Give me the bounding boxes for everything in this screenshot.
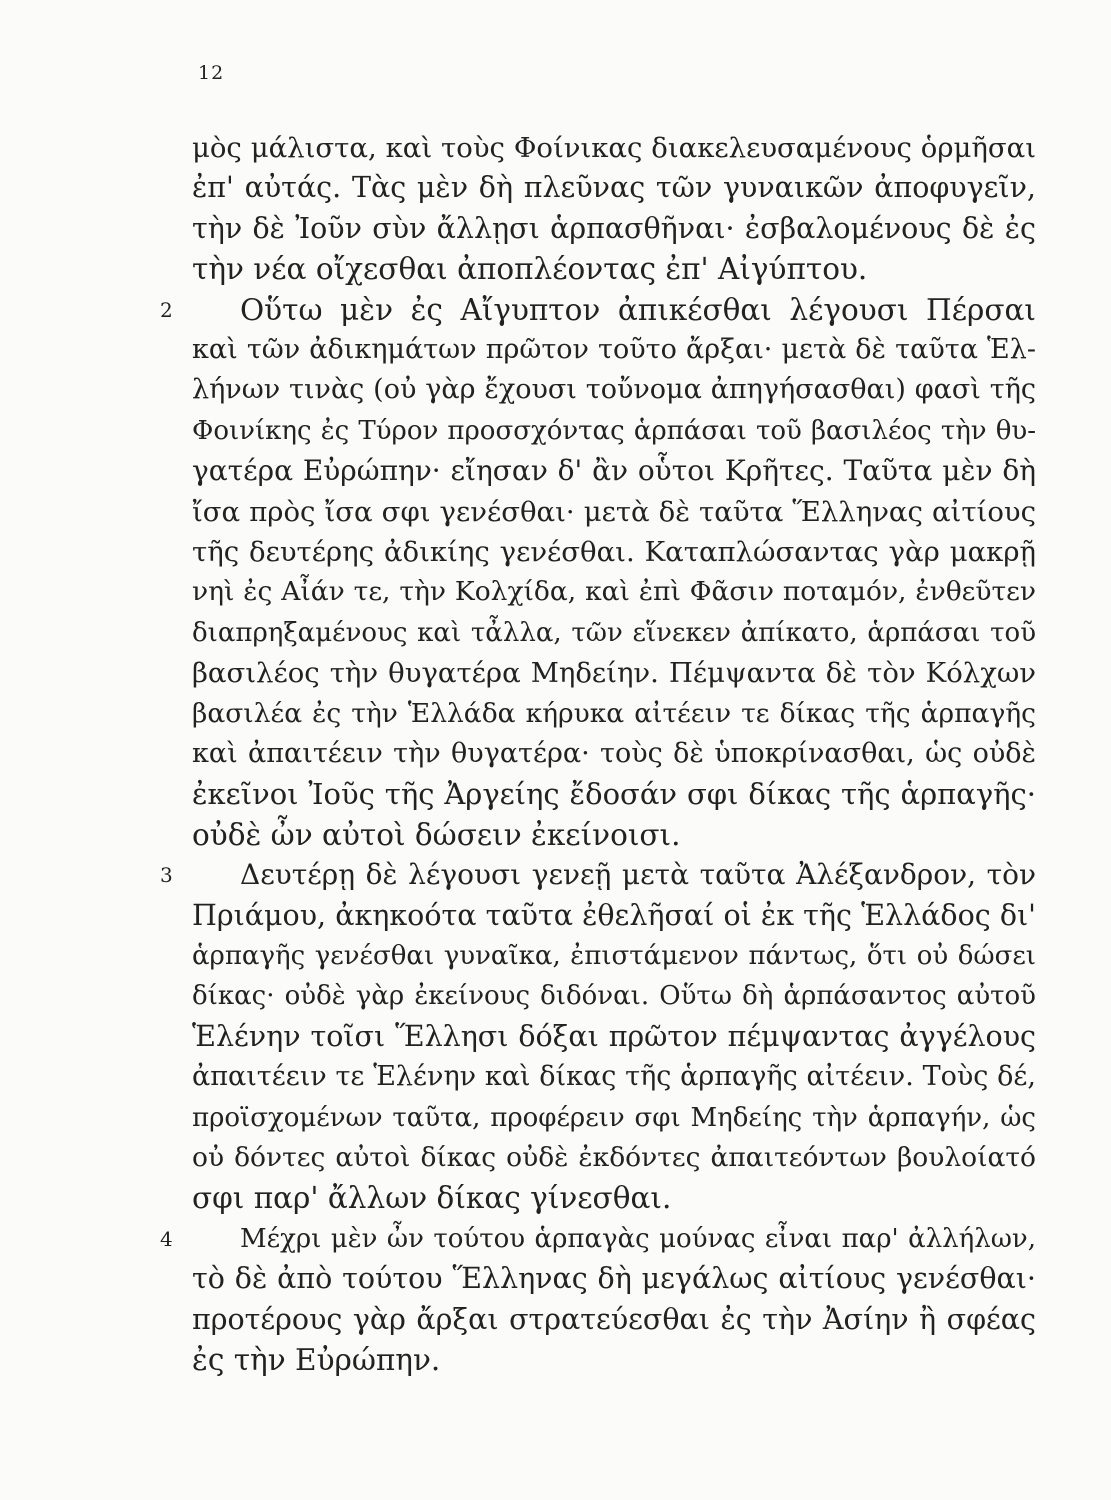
text-line: προϊσχομένων ταῦτα, προφέρειν σφι Μηδείης τὴν ἁρπαγήν, ὡς xyxy=(192,1102,1036,1133)
section-number: 3 xyxy=(160,863,173,888)
page-number: 12 xyxy=(198,62,225,84)
text-line: βασιλέος τὴν θυγατέρα Μηδείην. Πέμψαντα δὲ τὸν Κόλχων xyxy=(192,657,1036,690)
text-line: Ἑλένην τοῖσι Ἕλλησι δόξαι πρῶτον πέμψαντας ἀγγέλους xyxy=(192,1019,1036,1053)
text-line: δίκας· οὐδὲ γὰρ ἐκείνους διδόναι. Οὕτω δὴ ἁρπάσαντος αὐτοῦ xyxy=(192,981,1036,1012)
text-line: τὸ δὲ ἀπὸ τούτου Ἕλληνας δὴ μεγάλως αἰτίους γενέσθαι· xyxy=(192,1262,1036,1296)
text-line: καὶ τῶν ἀδικημάτων πρῶτον τοῦτο ἄρξαι· μετὰ δὲ ταῦτα Ἑλ- xyxy=(192,334,1036,365)
text-line: οὐδὲ ὦν αὐτοὶ δώσειν ἐκείνοισι. xyxy=(192,817,681,852)
text-line: ἴσα πρὸς ἴσα σφι γενέσθαι· μετὰ δὲ ταῦτα Ἕλληνας αἰτίους xyxy=(192,495,1036,528)
text-line: τὴν νέα οἴχεσθαι ἀποπλέοντας ἐπ' Αἰγύπτου. xyxy=(192,252,868,287)
text-line: ἀπαιτέειν τε Ἑλένην καὶ δίκας τῆς ἁρπαγῆς αἰτέειν. Τοὺς δέ, xyxy=(192,1061,1036,1093)
text-line: τὴν δὲ Ἰοῦν σὺν ἄλλῃσι ἁρπασθῆναι· ἐσβαλομένους δὲ ἐς xyxy=(192,211,1036,245)
text-line: Οὕτω μὲν ἐς Αἴγυπτον ἀπικέσθαι λέγουσι Πέρσαι xyxy=(240,292,1036,327)
text-line: ἐπ' αὐτάς. Τὰς μὲν δὴ πλεῦνας τῶν γυναικῶν ἀποφυγεῖν, xyxy=(192,171,1036,205)
text-line: προτέρους γὰρ ἄρξαι στρατεύεσθαι ἐς τὴν Ἀσίην ἢ σφέας xyxy=(192,1302,1036,1336)
text-line: Μέχρι μὲν ὦν τούτου ἁρπαγὰς μούνας εἶναι παρ' ἀλλήλων, xyxy=(240,1223,1036,1254)
text-line: γατέρα Εὐρώπην· εἴησαν δ' ἂν οὗτοι Κρῆτες. Ταῦτα μὲν δὴ xyxy=(192,454,1036,488)
text-line: τῆς δευτέρης ἀδικίης γενέσθαι. Καταπλώσαντας γὰρ μακρῇ xyxy=(192,536,1036,568)
section-number: 2 xyxy=(160,297,173,322)
text-line: μὸς μάλιστα, καὶ τοὺς Φοίνικας διακελευσαμένους ὁρμῆσαι xyxy=(192,132,1036,164)
text-line: ἐς τὴν Εὐρώπην. xyxy=(192,1343,441,1377)
text-line: σφι παρ' ἄλλων δίκας γίνεσθαι. xyxy=(192,1181,672,1216)
text-line: νηὶ ἐς Αἶάν τε, τὴν Κολχίδα, καὶ ἐπὶ Φᾶσιν ποταμόν, ἐνθεῦτεν xyxy=(192,576,1036,608)
section-number: 4 xyxy=(160,1226,173,1251)
text-line: διαπρηξαμένους καὶ τἆλλα, τῶν εἵνεκεν ἀπίκατο, ἁρπάσαι τοῦ xyxy=(192,617,1036,648)
text-line: ἁρπαγῆς γενέσθαι γυναῖκα, ἐπιστάμενον πάντως, ὅτι οὐ δώσει xyxy=(192,941,1036,971)
text-line: λήνων τινὰς (οὐ γὰρ ἔχουσι τοὔνομα ἀπηγήσασθαι) φασὶ τῆς xyxy=(192,374,1036,406)
text-line: οὐ δόντες αὐτοὶ δίκας οὐδὲ ἐκδόντες ἀπαιτεόντων βουλοίατό xyxy=(192,1142,1036,1173)
text-line: καὶ ἀπαιτέειν τὴν θυγατέρα· τοὺς δὲ ὑποκρίνασθαι, ὡς οὐδὲ xyxy=(192,738,1036,769)
text-line: Πριάμου, ἀκηκοότα ταῦτα ἐθελῆσαί οἱ ἐκ τῆς Ἑλλάδος δι' xyxy=(192,898,1036,932)
text-line: βασιλέα ἐς τὴν Ἑλλάδα κήρυκα αἰτέειν τε δίκας τῆς ἁρπαγῆς xyxy=(192,697,1036,729)
text-line: Φοινίκης ἐς Τύρον προσσχόντας ἁρπάσαι τοῦ βασιλέος τὴν θυ- xyxy=(192,415,1036,446)
text-line: Δευτέρῃ δὲ λέγουσι γενεῇ μετὰ ταῦτα Ἀλέξανδρον, τὸν xyxy=(240,858,1036,892)
text-line: ἐκεῖνοι Ἰοῦς τῆς Ἀργείης ἔδοσάν σφι δίκας τῆς ἁρπαγῆς· xyxy=(192,777,1036,812)
